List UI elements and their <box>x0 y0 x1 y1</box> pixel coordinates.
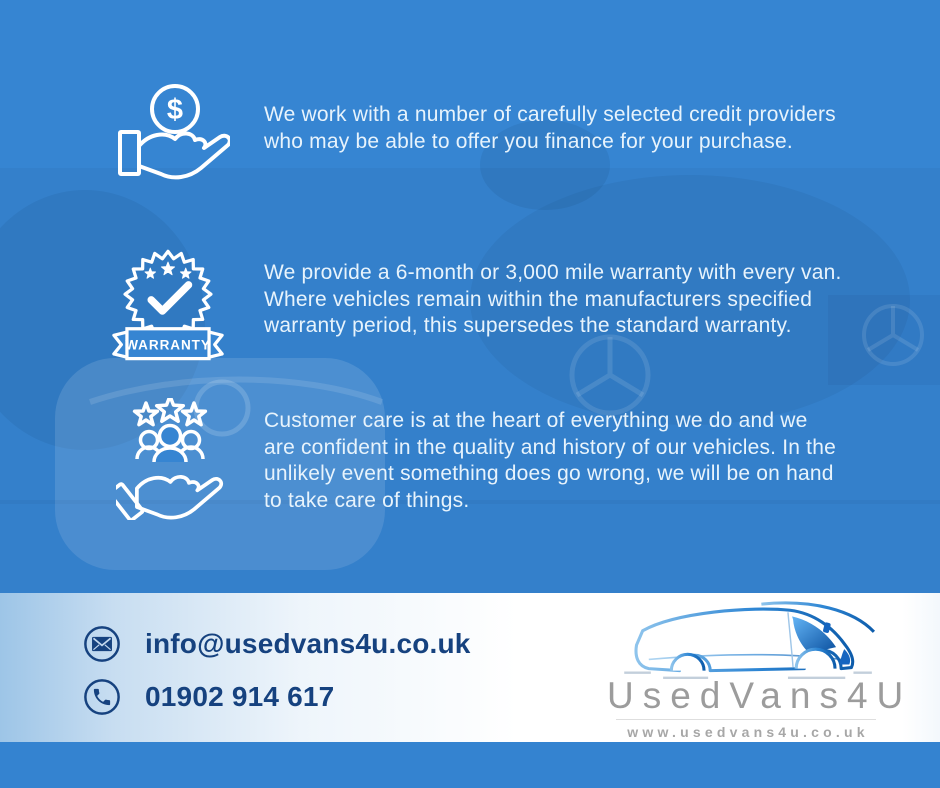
coin-currency-symbol: $ <box>166 94 184 126</box>
phone-icon <box>83 678 121 716</box>
bottom-blue-strip <box>0 742 940 788</box>
customer-care-text: Customer care is at the heart of everything we do and we are confident in the quality and history of our vehicles. In the unlikely event something does go wrong, we will be on hand to take care of things. <box>264 409 836 512</box>
finance-text: We work with a number of carefully selected credit providers who may be able to offer you finance for your purchase. <box>264 103 836 153</box>
email-icon <box>83 625 121 663</box>
warranty-ribbon-label: WARRANTY <box>125 337 211 353</box>
warranty-badge-icon <box>110 242 226 367</box>
customer-care-icon <box>116 398 224 520</box>
phone-number: 01902 914 617 <box>145 681 335 712</box>
email-address: info@usedvans4u.co.uk <box>145 628 471 659</box>
footer-section <box>0 593 940 742</box>
company-logo <box>598 598 913 740</box>
logo-divider <box>616 719 876 720</box>
warranty-text: We provide a 6-month or 3,000 mile warranty with every van. Where vehicles remain within the manufacturers specified warranty period, this supersedes the standard warranty. <box>264 261 842 337</box>
hand-coin-icon <box>116 84 230 180</box>
website-url: www.usedvans4u.co.uk <box>627 724 869 740</box>
company-name: UsedVans4U <box>607 675 913 716</box>
van-illustration-icon <box>607 598 885 686</box>
